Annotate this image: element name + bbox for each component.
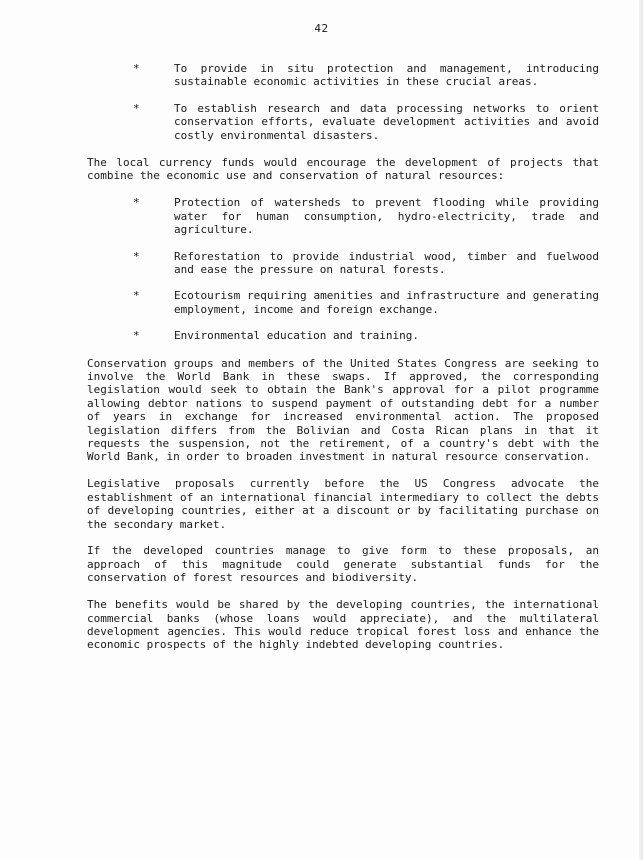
list-item (87, 250, 599, 277)
paragraph-conservation-groups: Conservation groups and members of the United States Congress are seeking to involve the World Bank in these swaps. If approved, the corresponding legislation would seek to obtain the Bank's approval for a pilot programme allowing debtor nations to suspend payment of outstanding debt for a number of years in exchange for increased environmental action. The proposed legislation differs from the Bolivian and Costa Rican plans in that it requests the suspension, not the retirement, of a country's debt with the World Bank, in order to broaden investment in natural resource conservation. (87, 356, 599, 464)
bullet-text: To establish research and data processing networks to orient conservation efforts, evaluate development activities and avoid costly environmental disasters. (174, 101, 599, 142)
bullet-star: * (133, 329, 140, 343)
page-edge-shadow (639, 0, 643, 860)
bullet-star: * (133, 289, 140, 303)
bullet-text: Reforestation to provide industrial wood, timber and fuelwood and ease the pressure on natural forests. (174, 249, 599, 276)
bullet-text: Environmental education and training. (174, 329, 420, 343)
list-item (87, 196, 599, 236)
paragraph-benefits: The benefits would be shared by the developing countries, the international commercial banks (whose loans would appreciate), and the multilateral development agencies. This would reduce tropical forest loss and enhance the economic prospects of the highly indebted developing countries. (87, 598, 599, 652)
list-item (87, 289, 599, 316)
paragraph-local-currency: The local currency funds would encourage the development of projects that combine the economic use and conservation of natural resources: (87, 156, 599, 183)
page-number: 42 (314, 22, 329, 35)
bullet-star: * (133, 101, 140, 115)
paragraph-legislative-proposals: Legislative proposals currently before the US Congress advocate the establishment of an international financial intermediary to collect the debts of developing countries, either at a discount or by facilitating purchase on the secondary market. (87, 477, 599, 531)
bullet-text: Protection of watersheds to prevent flooding while providing water for human consumption, hydro-electricity, trade and agriculture. (174, 196, 599, 237)
bullet-star: * (133, 249, 140, 263)
list-item (87, 62, 599, 89)
bullet-star: * (133, 196, 140, 210)
page-content (87, 62, 599, 665)
bullet-text: To provide in situ protection and management, introducing sustainable economic activities in these crucial areas. (174, 62, 599, 89)
bullet-star: * (133, 62, 140, 75)
list-item (87, 329, 599, 342)
bullet-list-projects (87, 196, 599, 342)
paragraph-developed-countries: If the developed countries manage to give form to these proposals, an approach of this magnitude could generate substantial funds for the conservation of forest resources and biodiversity. (87, 544, 599, 585)
bullet-list-top (87, 62, 599, 142)
list-item (87, 102, 599, 142)
bullet-text: Ecotourism requiring amenities and infrastructure and generating employment, income and foreign exchange. (174, 289, 599, 316)
